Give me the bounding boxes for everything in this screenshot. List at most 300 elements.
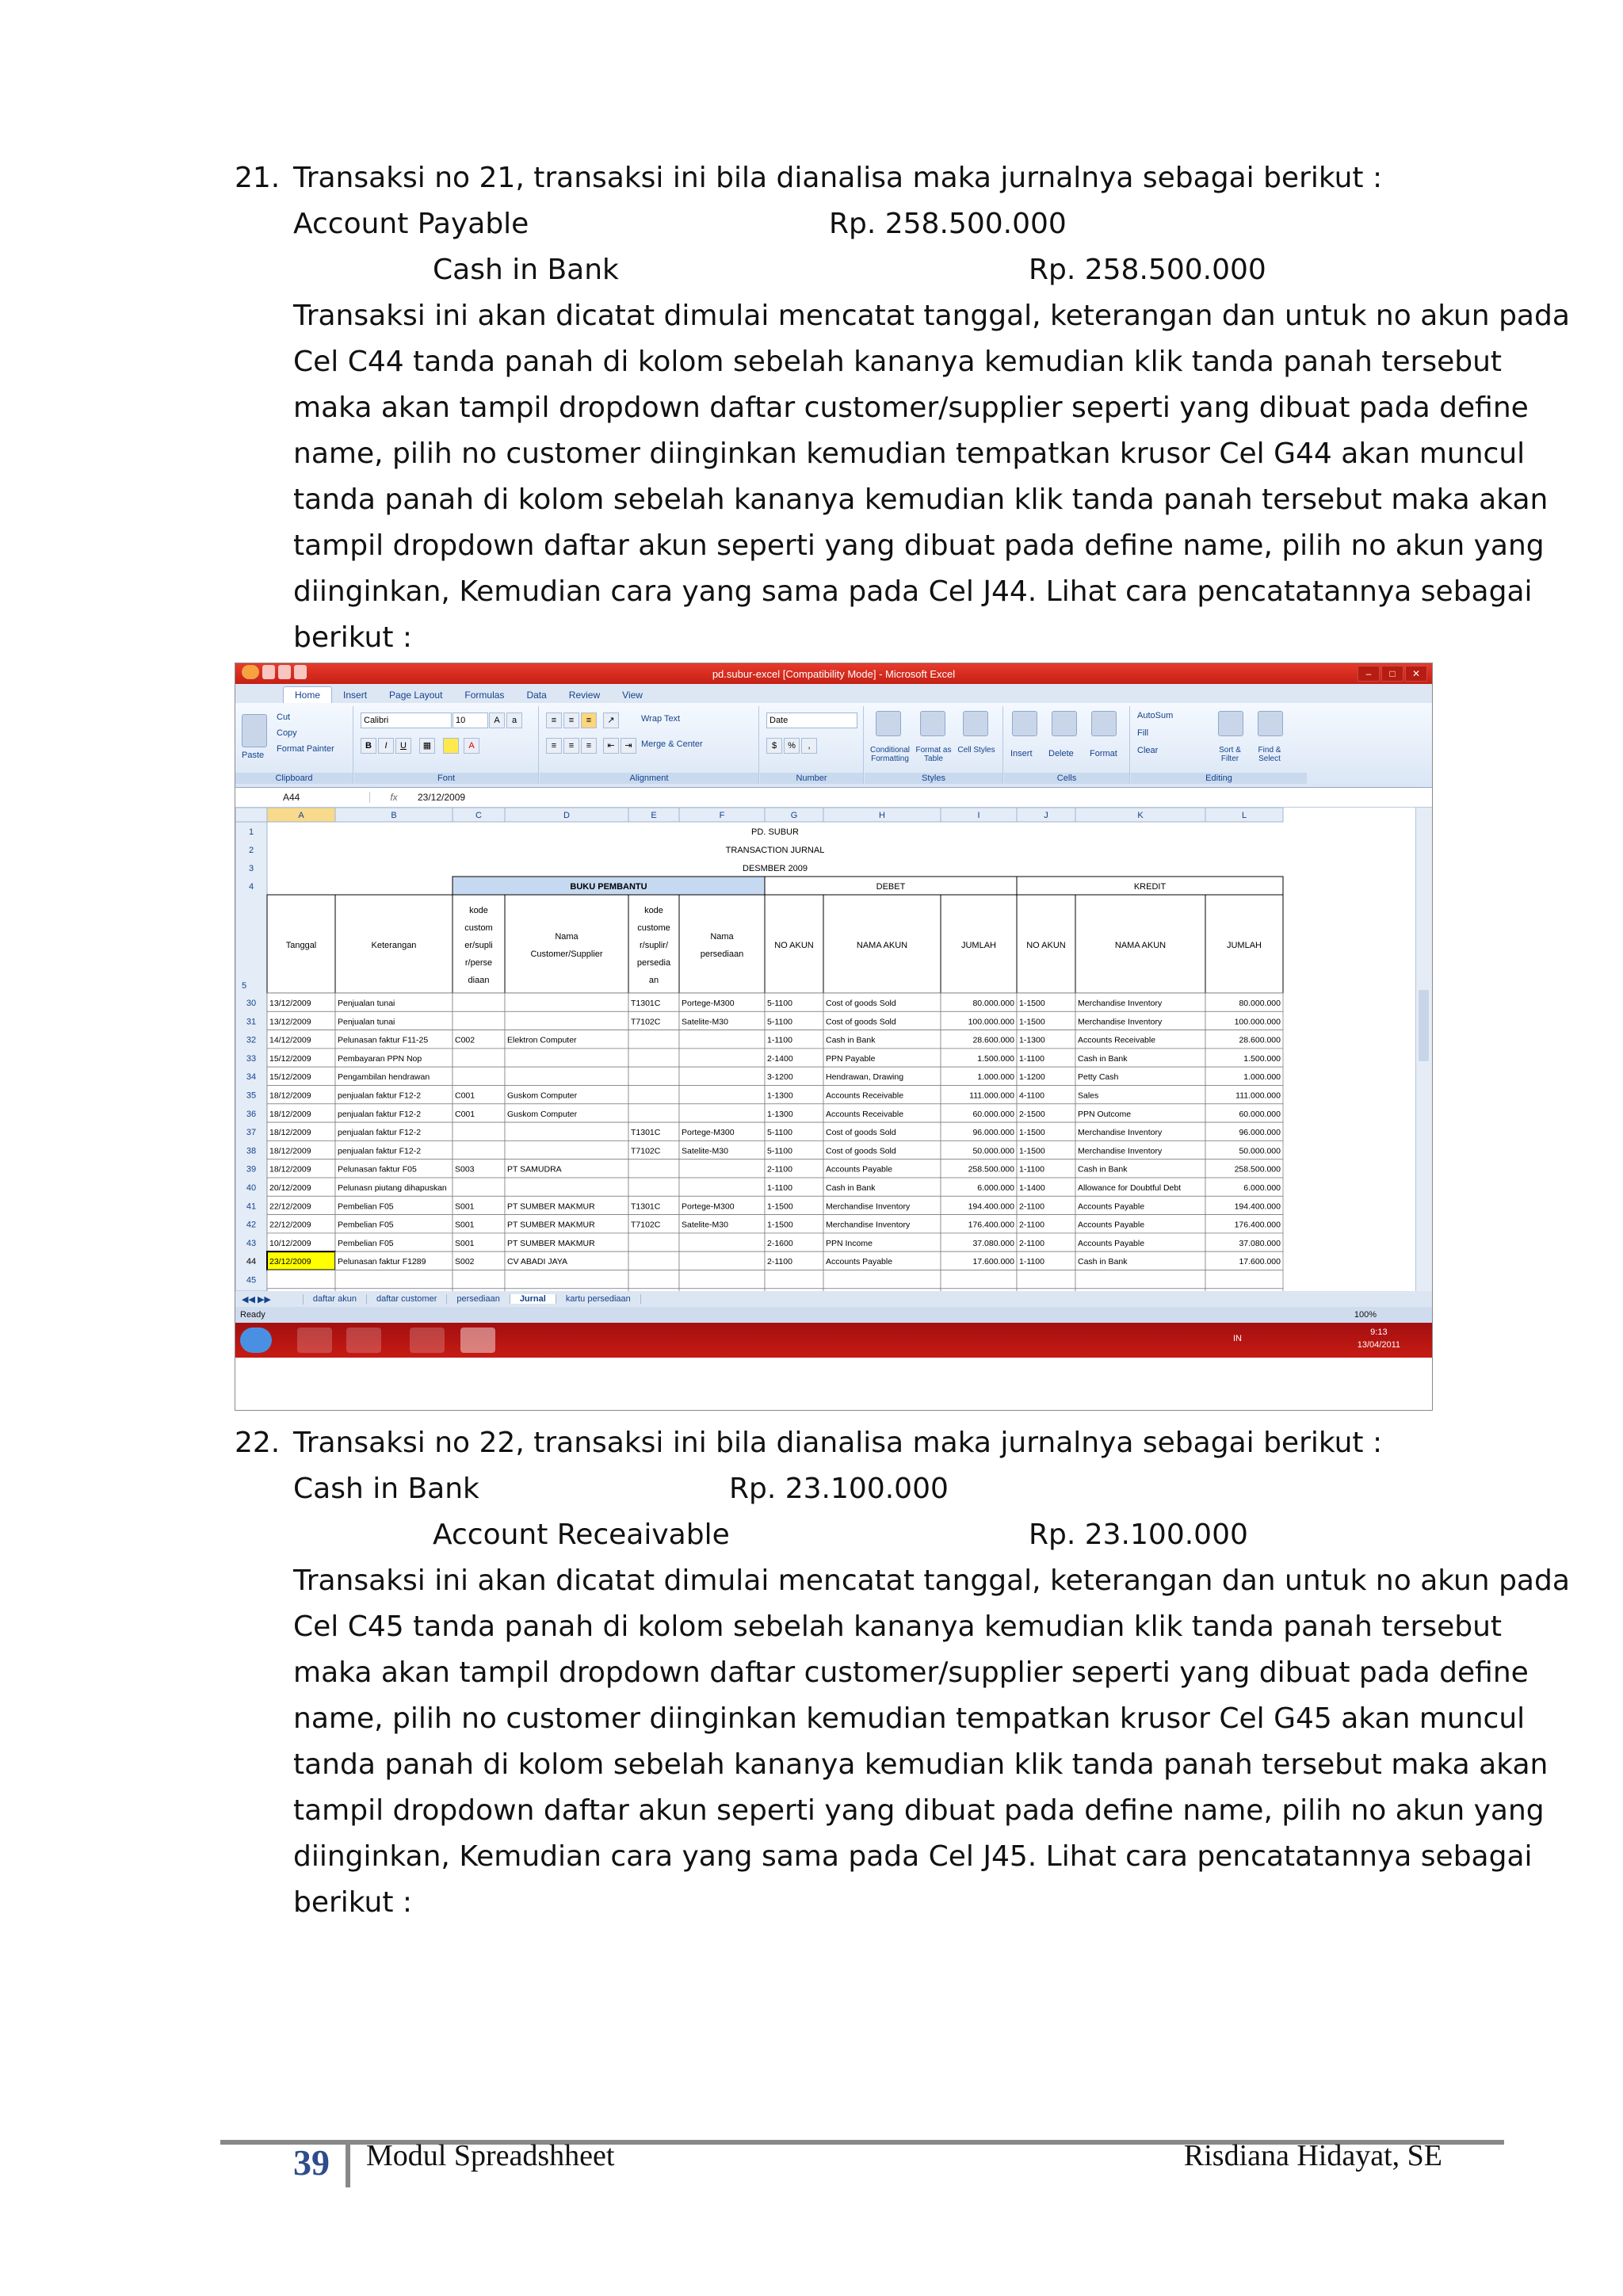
table-header-label: NAMA AKUN	[856, 941, 908, 950]
media-player-icon[interactable]	[346, 1328, 381, 1353]
underline-icon[interactable]: U	[395, 738, 411, 754]
cell-value: Penjualan tunai	[338, 999, 395, 1008]
cell-value: Cash in Bank	[826, 1183, 876, 1193]
cell-value: 1-1500	[1019, 1146, 1045, 1156]
cell-value: 1-1500	[767, 1201, 793, 1212]
row-number: 1	[248, 827, 254, 837]
column-header-label: K	[1137, 811, 1144, 820]
cell-value: 22/12/2009	[269, 1220, 311, 1230]
column-header-label: A	[298, 811, 304, 820]
comma-icon[interactable]: ,	[801, 738, 817, 754]
grid-cell	[453, 1122, 505, 1140]
tab-view[interactable]: View	[622, 690, 643, 701]
item-number-21: 21.	[235, 162, 281, 194]
cell-value: 18/12/2009	[269, 1109, 311, 1119]
quick-access-toolbar	[242, 665, 307, 679]
cell-value: Accounts Payable	[1078, 1220, 1145, 1230]
sheet-title-text: TRANSACTION JURNAL	[725, 846, 825, 855]
excel-screenshot	[235, 663, 1433, 1411]
fx-icon[interactable]: fx	[390, 792, 398, 803]
cell-value: penjualan faktur F12-2	[338, 1109, 422, 1119]
cell-value: 111.000.000	[1235, 1091, 1281, 1101]
section-21-body	[293, 293, 1570, 661]
footer-module-title: Modul Spreadshheet	[366, 2139, 615, 2172]
cell-value: 1-1100	[767, 1035, 792, 1045]
cell-value: 96.000.000	[972, 1128, 1014, 1138]
cell-value: Accounts Receivable	[826, 1109, 904, 1119]
close-icon[interactable]: ✕	[1405, 666, 1427, 682]
cell-value: 4-1100	[1019, 1091, 1044, 1101]
cell-value: Pengambilan hendrawan	[338, 1072, 430, 1083]
journal-debit-account: Account Payable	[293, 208, 529, 240]
table-header-cell	[505, 895, 628, 993]
cell-value: Accounts Payable	[1078, 1238, 1145, 1248]
cell-value: 100.000.000	[968, 1017, 1014, 1027]
row-number: 30	[246, 999, 257, 1008]
table-header-label: Tanggal	[285, 941, 317, 950]
row-number: 40	[246, 1183, 257, 1193]
name-box[interactable]: A44	[235, 792, 370, 803]
fill-button[interactable]: Fill	[1137, 728, 1149, 738]
align-right-icon[interactable]: ≡	[581, 738, 597, 754]
cell-value: Petty Cash	[1078, 1072, 1119, 1083]
table-header-label: NO AKUN	[1026, 941, 1066, 950]
body-line: Transaksi ini akan dicatat dimulai mencatat tanggal, keterangan dan untuk no akun pada	[293, 1564, 1570, 1597]
cell-value: S001	[455, 1220, 475, 1230]
table-header-label: kode	[644, 906, 663, 915]
grid-cell	[505, 1067, 628, 1085]
taskbar-area	[235, 1323, 1432, 1411]
cell-value: Merchandise Inventory	[1078, 1128, 1163, 1138]
orientation-icon[interactable]: ↗	[603, 712, 619, 728]
cell-value: 37.080.000	[1239, 1238, 1281, 1248]
row-number: 33	[246, 1053, 257, 1064]
sort-filter-icon[interactable]	[1218, 711, 1243, 736]
cell-value: PPN Payable	[826, 1053, 876, 1064]
row-number: 37	[246, 1128, 257, 1138]
number-label: Number	[760, 773, 863, 784]
body-line: maka akan tampil dropdown daftar customer/supplier seperti yang dibuat pada define	[293, 392, 1529, 424]
align-left-icon[interactable]: ≡	[546, 738, 562, 754]
cell-value: 111.000.000	[969, 1091, 1014, 1101]
column-header-label: J	[1044, 811, 1048, 820]
cell-value: 1-1500	[1019, 1128, 1045, 1138]
cell-value: 6.000.000	[1243, 1183, 1281, 1193]
paste-icon[interactable]	[242, 714, 267, 747]
cell-value: 23/12/2009	[269, 1257, 311, 1267]
cell-value: Merchandise Inventory	[1078, 1017, 1163, 1027]
tab-data[interactable]: Data	[526, 690, 547, 701]
wrap-text-button[interactable]: Wrap Text	[641, 714, 681, 724]
column-header-label: B	[391, 811, 397, 820]
sheet-nav-icon[interactable]: ◀◀ ▶▶	[235, 1294, 304, 1305]
cell-value: 1-1100	[1019, 1164, 1044, 1175]
item-number-22: 22.	[235, 1427, 281, 1459]
body-line: diinginkan, Kemudian cara yang sama pada Cel J44. Lihat cara pencatatannya sebagai	[293, 575, 1533, 608]
language-indicator[interactable]: IN	[1233, 1334, 1242, 1343]
cell-value: 2-1100	[767, 1257, 792, 1267]
cell-value: Cost of goods Sold	[826, 1146, 896, 1156]
cell-value: Accounts Receivable	[1078, 1035, 1156, 1045]
sort-filter-button[interactable]: Sort & Filter	[1219, 746, 1241, 763]
grid-cell	[679, 1178, 765, 1196]
grid-cell	[679, 1159, 765, 1178]
sheet-tab-daftar-akun[interactable]: daftar akun	[304, 1294, 367, 1304]
cell-value: 80.000.000	[1239, 999, 1281, 1008]
conditional-formatting-button[interactable]: Conditional Formatting	[869, 746, 911, 763]
explorer-icon[interactable]	[297, 1328, 332, 1353]
cells-group	[1004, 706, 1130, 784]
font-name-select[interactable]: Calibri	[361, 712, 452, 728]
currency-icon[interactable]: $	[766, 738, 782, 754]
grid-cell	[505, 1049, 628, 1067]
paste-button[interactable]: Paste	[242, 751, 265, 760]
save-icon[interactable]	[262, 665, 275, 679]
font-group	[354, 706, 539, 784]
vertical-scrollbar[interactable]	[1415, 808, 1432, 1291]
cell-value: 14/12/2009	[269, 1035, 311, 1045]
windows-taskbar	[235, 1323, 1432, 1358]
tab-review[interactable]: Review	[568, 690, 601, 701]
tab-page-layout[interactable]: Page Layout	[389, 690, 443, 701]
grid-cell	[453, 993, 505, 1011]
cell-value: 2-1100	[1019, 1238, 1044, 1248]
journal-credit-amount: Rp. 258.500.000	[1029, 254, 1266, 286]
grid-cell	[453, 1270, 505, 1289]
cell-value: S001	[455, 1201, 475, 1212]
grid-cell	[505, 1178, 628, 1196]
cell-value: 20/12/2009	[269, 1183, 311, 1193]
number-group	[760, 706, 864, 784]
copy-button[interactable]: Copy	[277, 728, 297, 738]
fill-color-icon[interactable]	[443, 738, 459, 754]
cell-value: 37.080.000	[972, 1238, 1014, 1248]
cell-value: Pembelian F05	[338, 1201, 394, 1212]
grid-cell	[679, 1233, 765, 1251]
cell-value: T7102C	[631, 1146, 661, 1156]
table-header-label: an	[648, 976, 659, 985]
cell-value: 1-1300	[1019, 1035, 1045, 1045]
column-header-label: H	[879, 811, 885, 820]
row-number: 39	[246, 1164, 257, 1175]
body-line: berikut :	[293, 621, 413, 654]
cell-value: 1-1500	[1019, 999, 1045, 1008]
grow-font-icon[interactable]: A	[489, 712, 505, 728]
row-number: 35	[246, 1091, 257, 1101]
debet-header-label: DEBET	[876, 882, 906, 892]
grid-cell	[679, 1086, 765, 1104]
cell-value: Accounts Payable	[1078, 1201, 1145, 1212]
format-button[interactable]: Format	[1090, 749, 1117, 758]
row-number: 34	[246, 1072, 257, 1083]
cell-value: 176.400.000	[968, 1220, 1014, 1230]
row-number: 43	[246, 1238, 257, 1248]
italic-icon[interactable]: I	[378, 738, 394, 754]
row-number: 2	[248, 846, 254, 855]
body-line: tanda panah di kolom sebelah kananya kemudian klik tanda panah tersebut maka akan	[293, 1748, 1549, 1781]
status-bar	[235, 1307, 1432, 1323]
sheet-tabs	[235, 1291, 1432, 1307]
cell-value: 2-1600	[767, 1238, 793, 1248]
cell-value: Pembelian F05	[338, 1238, 394, 1248]
formula-input[interactable]: 23/12/2009	[418, 792, 466, 803]
cell-value: 194.400.000	[968, 1201, 1014, 1212]
cell-value: Accounts Payable	[826, 1164, 893, 1175]
shrink-font-icon[interactable]: a	[506, 712, 522, 728]
cell-value: C001	[455, 1091, 475, 1101]
cell-value: Satelite-M30	[682, 1017, 728, 1027]
styles-group	[865, 706, 1003, 784]
column-header-label: I	[977, 811, 980, 820]
row-number: 41	[246, 1201, 257, 1212]
grid-cell	[505, 993, 628, 1011]
zoom-level[interactable]: 100%	[1354, 1310, 1377, 1320]
cell-value: Merchandise Inventory	[1078, 1146, 1163, 1156]
table-header-label: JUMLAH	[1226, 941, 1262, 950]
table-header-label: r/suplir/	[639, 941, 669, 950]
number-format-select[interactable]: Date	[766, 712, 857, 728]
cell-value: S002	[455, 1257, 475, 1267]
find-select-icon[interactable]	[1258, 711, 1283, 736]
table-header-label: custome	[637, 923, 670, 933]
cell-value: T1301C	[631, 1201, 661, 1212]
grid-cell	[453, 1140, 505, 1159]
clear-button[interactable]: Clear	[1137, 746, 1159, 755]
alignment-group	[540, 706, 759, 784]
cell-value: 1.000.000	[1243, 1072, 1281, 1083]
office-button-icon[interactable]	[242, 665, 259, 679]
grid-cell	[628, 1067, 679, 1085]
cell-value: 15/12/2009	[269, 1072, 311, 1083]
cell-value: Merchandise Inventory	[826, 1201, 911, 1212]
sheet-tab-jurnal[interactable]: Jurnal	[510, 1294, 556, 1304]
align-top-icon[interactable]: ≡	[546, 712, 562, 728]
font-color-icon[interactable]: A	[464, 738, 479, 754]
column-header-label: C	[475, 811, 482, 820]
maximize-icon[interactable]: □	[1381, 666, 1403, 682]
merge-center-button[interactable]: Merge & Center	[641, 739, 703, 749]
cell-value: Cash in Bank	[826, 1035, 876, 1045]
cell-value: Guskom Computer	[507, 1109, 578, 1119]
grid-cell	[453, 1049, 505, 1067]
clipboard-group	[235, 706, 353, 784]
format-as-table-icon[interactable]	[920, 711, 945, 736]
grid-cell	[505, 1270, 628, 1289]
grid-cell	[1205, 1270, 1283, 1289]
cell-value: Penjualan tunai	[338, 1017, 395, 1027]
cell-value: 1-1500	[767, 1220, 793, 1230]
grid-cell	[679, 1067, 765, 1085]
excel-icon[interactable]	[460, 1328, 495, 1353]
grid-cell	[453, 1011, 505, 1030]
excel-title-bar	[235, 663, 1432, 684]
sheet-tab-daftar-customer[interactable]: daftar customer	[367, 1294, 447, 1304]
cell-value: PT SAMUDRA	[507, 1164, 562, 1175]
sheet-tab-persediaan[interactable]: persediaan	[447, 1294, 510, 1304]
window-title: pd.subur-excel [Compatibility Mode] - Microsoft Excel	[712, 667, 956, 680]
sheet-title-text: DESMBER 2009	[743, 864, 808, 873]
cell-value: C002	[455, 1035, 475, 1045]
font-size-select[interactable]: 10	[453, 712, 488, 728]
start-button-icon[interactable]	[240, 1328, 272, 1353]
cell-value: C001	[455, 1109, 475, 1119]
journal-credit-account: Cash in Bank	[433, 254, 619, 286]
borders-icon[interactable]: ▦	[419, 738, 435, 754]
cell-value: Pelunasan faktur F11-25	[338, 1035, 429, 1045]
editing-label: Editing	[1131, 773, 1307, 784]
cell-value: Pelunasn piutang dihapuskan	[338, 1183, 447, 1193]
insert-button[interactable]: Insert	[1010, 749, 1033, 758]
conditional-formatting-icon[interactable]	[876, 711, 901, 736]
table-header-label: er/supli	[464, 941, 493, 950]
grid-cell	[453, 1067, 505, 1085]
row-number: 45	[246, 1275, 257, 1286]
body-line: name, pilih no customer diinginkan kemudian tempatkan krusor Cel G45 akan muncul	[293, 1702, 1526, 1735]
font-label: Font	[354, 773, 538, 784]
cell-value: 50.000.000	[1239, 1146, 1281, 1156]
ribbon-tabs	[235, 684, 1432, 703]
editing-group	[1131, 706, 1307, 784]
grid-cell	[505, 1122, 628, 1140]
cell-value: 2-1100	[1019, 1201, 1044, 1212]
align-center-icon[interactable]: ≡	[563, 738, 579, 754]
column-header-label: L	[1241, 811, 1247, 820]
cell-value: Cost of goods Sold	[826, 999, 896, 1008]
footer-author: Risdiana Hidayat, SE	[1183, 2139, 1442, 2172]
undo-icon[interactable]	[278, 665, 291, 679]
grid-cell	[679, 1270, 765, 1289]
redo-icon[interactable]	[294, 665, 307, 679]
cell-value: Sales	[1078, 1091, 1099, 1101]
align-middle-icon[interactable]: ≡	[563, 712, 579, 728]
cell-value: Cost of goods Sold	[826, 1128, 896, 1138]
cell-value: T1301C	[631, 1128, 661, 1138]
row-number: 42	[246, 1220, 257, 1230]
cell-value: penjualan faktur F12-2	[338, 1146, 422, 1156]
cell-value: T1301C	[631, 999, 661, 1008]
cell-value: Pelunasan faktur F1289	[338, 1257, 426, 1267]
grid-cell	[628, 1159, 679, 1178]
taskbar-clock[interactable]	[1358, 1326, 1400, 1351]
grid-canvas	[235, 808, 1416, 1291]
increase-indent-icon[interactable]: ⇥	[621, 738, 636, 754]
sheet-title-text: PD. SUBUR	[751, 827, 799, 837]
cell-value: Hendrawan, Drawing	[826, 1072, 904, 1083]
grid-cell	[505, 1140, 628, 1159]
percent-icon[interactable]: %	[784, 738, 800, 754]
grid-cell	[1075, 1270, 1205, 1289]
decrease-indent-icon[interactable]: ⇤	[603, 738, 619, 754]
kredit-header-label: KREDIT	[1133, 882, 1167, 892]
grid-cell	[628, 1104, 679, 1122]
grid-cell	[1017, 1270, 1075, 1289]
tab-insert[interactable]: Insert	[343, 690, 368, 701]
cut-button[interactable]: Cut	[277, 712, 291, 722]
cell-value: Elektron Computer	[507, 1035, 577, 1045]
table-header-label: JUMLAH	[960, 941, 997, 950]
grid-cell	[823, 1270, 941, 1289]
bold-icon[interactable]: B	[361, 738, 376, 754]
cell-value: 2-1500	[1019, 1109, 1045, 1119]
alignment-label: Alignment	[540, 773, 758, 784]
autosum-button[interactable]: AutoSum	[1137, 711, 1174, 720]
sheet-tab-kartu-persediaan[interactable]: kartu persediaan	[556, 1294, 641, 1304]
cell-value: 17.600.000	[972, 1257, 1014, 1267]
grid-cell	[505, 1011, 628, 1030]
tab-home[interactable]: Home	[283, 686, 332, 703]
cell-value: 1.500.000	[977, 1053, 1014, 1064]
row-number: 5	[242, 981, 247, 991]
spreadsheet-grid[interactable]	[235, 808, 1416, 1291]
grid-cell	[335, 1270, 453, 1289]
cell-value: 15/12/2009	[269, 1053, 311, 1064]
cell-value: 1-1300	[767, 1109, 793, 1119]
body-line: tampil dropdown daftar akun seperti yang dibuat pada define name, pilih no akun yang	[293, 1794, 1545, 1827]
scroll-thumb[interactable]	[1419, 990, 1429, 1061]
cell-value: 194.400.000	[1234, 1201, 1281, 1212]
cell-value: 1.500.000	[1243, 1053, 1281, 1064]
insert-cells-icon[interactable]	[1012, 711, 1037, 736]
cell-value: Portege-M300	[682, 1128, 735, 1138]
minimize-icon[interactable]: –	[1358, 666, 1380, 682]
clipboard-label: Clipboard	[235, 773, 353, 784]
cell-value: 2-1400	[767, 1053, 793, 1064]
table-header-label: NO AKUN	[774, 941, 814, 950]
body-line: name, pilih no customer diinginkan kemudian tempatkan krusor Cel G44 akan muncul	[293, 437, 1526, 470]
format-painter-button[interactable]: Format Painter	[277, 744, 334, 754]
cell-value: 10/12/2009	[269, 1238, 311, 1248]
cell-value: Merchandise Inventory	[826, 1220, 911, 1230]
tab-formulas[interactable]: Formulas	[464, 690, 505, 701]
grid-cell	[679, 1030, 765, 1049]
column-header-label: D	[563, 811, 570, 820]
journal-credit-amount: Rp. 23.100.000	[1029, 1519, 1248, 1551]
clock-date: 13/04/2011	[1357, 1340, 1400, 1350]
delete-button[interactable]: Delete	[1048, 749, 1074, 758]
cell-value: penjualan faktur F12-2	[338, 1091, 422, 1101]
cell-value: 18/12/2009	[269, 1164, 311, 1175]
delete-cells-icon[interactable]	[1052, 711, 1077, 736]
journal-debit-amount: Rp. 23.100.000	[729, 1473, 949, 1505]
cell-styles-button[interactable]: Cell Styles	[957, 746, 995, 755]
cell-value: 2-1100	[767, 1164, 792, 1175]
cell-value: T7102C	[631, 1220, 661, 1230]
cell-value: CV ABADI JAYA	[507, 1257, 568, 1267]
format-as-table-button[interactable]: Format as Table	[915, 746, 952, 763]
find-select-button[interactable]: Find & Select	[1258, 746, 1281, 763]
body-line: berikut :	[293, 1886, 413, 1919]
grid-cell	[765, 1270, 823, 1289]
cell-value: Pelunasan faktur F05	[338, 1164, 417, 1175]
cell-value: 22/12/2009	[269, 1201, 311, 1212]
cell-value: 28.600.000	[1239, 1035, 1281, 1045]
cell-styles-icon[interactable]	[963, 711, 988, 736]
cell-value: 258.500.000	[1234, 1164, 1281, 1175]
cell-value: Pembelian F05	[338, 1220, 394, 1230]
row-number: 3	[248, 864, 254, 873]
cell-value: PPN Outcome	[1078, 1109, 1132, 1119]
cell-value: PT SUMBER MAKMUR	[507, 1201, 595, 1212]
buku-pembantu-label: BUKU PEMBANTU	[570, 882, 647, 892]
table-header-label: r/perse	[464, 958, 493, 968]
grid-cell	[628, 1233, 679, 1251]
row-number: 32	[246, 1035, 257, 1045]
word-icon[interactable]	[410, 1328, 445, 1353]
align-bottom-icon[interactable]: ≡	[581, 712, 597, 728]
grid-cell	[628, 1251, 679, 1270]
row-number: 4	[248, 882, 254, 892]
format-cells-icon[interactable]	[1091, 711, 1117, 736]
